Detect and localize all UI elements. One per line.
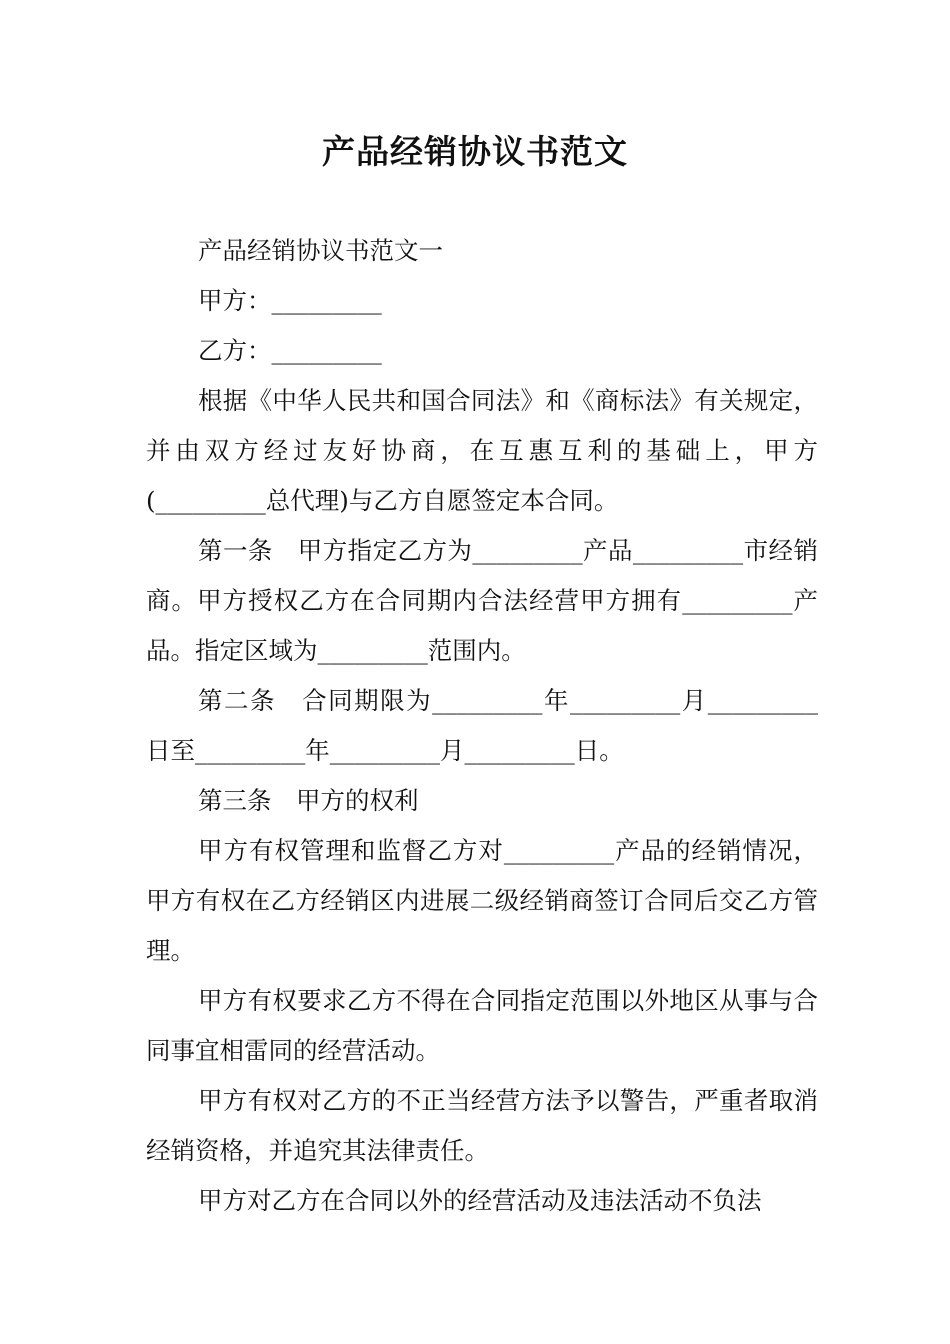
article-3-clause-3: 甲方有权对乙方的不正当经营方法予以警告，严重者取消经销资格，并追究其法律责任。 [146,1086,818,1165]
article-3-clause-2: 甲方有权要求乙方不得在合同指定范围以外地区从事与合同事宜相雷同的经营活动。 [146,986,818,1065]
article-3-heading: 第三条 甲方的权利 [198,786,419,815]
article-3-clause-4: 甲方对乙方在合同以外的经营活动及违法活动不负法 [198,1186,762,1215]
preamble-paragraph: 根据《中华人民共和国合同法》和《商标法》有关规定，并由双方经过友好协商，在互惠互利的基础上，甲方(_________总代理)与乙方自愿签定本合同。 [146,386,818,515]
document-body [146,226,818,1226]
article-3-clause-1: 甲方有权管理和监督乙方对_________产品的经销情况，甲方有权在乙方经销区内进展二级经销商签订合同后交乙方管理。 [146,836,818,965]
paragraph-heading: 产品经销协议书范文一 [198,236,443,265]
article-2-paragraph: 第二条 合同期限为_________年_________月_________日至_________年_________月_________日。 [146,686,818,765]
article-1-paragraph: 第一条 甲方指定乙方为_________产品_________市经销商。甲方授权乙方在合同期内合法经营甲方拥有_________产品。指定区域为_________范围内。 [146,536,818,665]
party-b-line: 乙方：_________ [198,336,382,365]
party-a-line: 甲方：_________ [198,286,382,315]
document-title: 产品经销协议书范文 [322,132,628,171]
